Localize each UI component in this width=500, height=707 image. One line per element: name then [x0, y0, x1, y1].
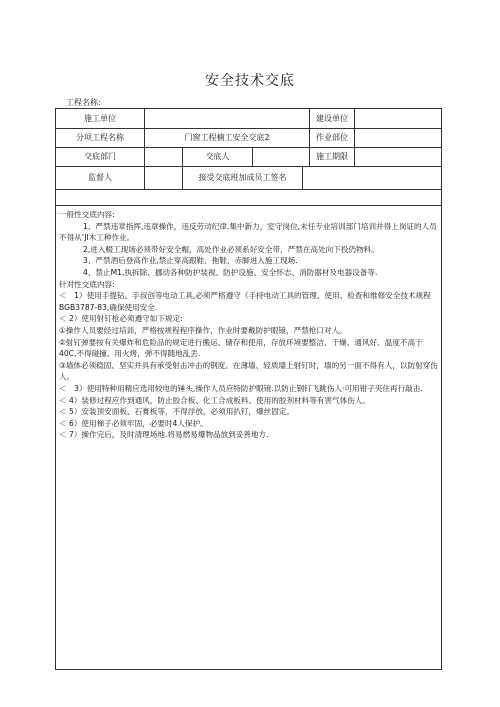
form-row-unit — [56, 109, 441, 129]
discloser-value — [252, 147, 309, 166]
general-item-1: 1、严禁违章指挥,违章操作，违反劳动纪律.集中新力，室守岗位,未任专业培训部门培训并得上岗证的人员不得从’JI木工种作业。 — [59, 221, 437, 243]
project-name-label: 工程名称: — [66, 98, 101, 107]
specific-item-7: ＜ 7）操作完后，及时清理场地.将易燃易爆物品放到妥善地方. — [59, 430, 269, 440]
discloser-label: 交底人 — [182, 147, 252, 166]
form-row-supervisor — [56, 166, 441, 190]
signature-value — [302, 166, 441, 189]
specific-item-3: ＜ 3）使用特种用精应选用较电的锤头,操作人员应特防护眼镜.以防止钢钉飞跳伤人·可用钳子夹住再行敲击. — [59, 383, 423, 393]
supervisor-label: 监督人 — [88, 173, 112, 182]
specific-item-5: ＜ 5）安装顶安面板、石膏板等，不得浮放，必须用扒钉，爆丝固定。 — [59, 407, 295, 417]
construction-unit-label: 施工单位 — [84, 114, 116, 123]
general-item-2: 2,进入輟工现场必须带好安全帽，高处作业必须系好安全带，严禁在高处向下投仍物料。 — [83, 244, 379, 254]
specific-item-2b: ②射钉弹要按有关爆炸和危险品的规定进行搬运、储存和使用，存放环境要整洁、干燥、通风好、温度不高于40C,不得碰撞、用火烤，弹不得随地乱丢. — [59, 337, 423, 359]
subproject-name-label: 分项工程名称 — [76, 133, 124, 142]
form-row-department — [56, 147, 441, 167]
specific-item-4: ＜ 4）装修过程应作到通风，防止胶合板、化工合成板料、使用的胶剂材料等有害气体伤人。 — [59, 395, 370, 405]
specific-item-2a: ①操作人员要经过培训，严格按规程程序操作，作业时要戴防护眼镜，严禁枪口对人。 — [59, 325, 347, 335]
department-label: 交底部门 — [84, 152, 116, 161]
form-row-spacer — [56, 189, 441, 206]
signature-label: 接受交底班加成员工签名 — [182, 166, 302, 189]
specific-item-2c: ③墙体必须稳固、坚实并具有承受射击冲击的钢度。在薄墙、轻质墙上射钉时，墙的另一面不得有人，以防射穿伤人。 — [59, 360, 438, 382]
work-area-value — [354, 128, 441, 147]
subproject-name-value: 门窗工程楠工安全交底2 — [144, 128, 309, 147]
general-item-3: 3、严禁酒后登高作业,禁止穿高跟鞋、拖鞋、赤脚进入施工现场. — [83, 256, 298, 266]
owner-unit-label: 建设单位 — [309, 109, 354, 128]
supervisor-value — [144, 166, 182, 189]
construction-unit-value — [144, 109, 309, 128]
general-item-4: 4、禁止M1,执拆除、挪动各种防护装视、防护设施、安全怀志、消防器材及电器设备等. — [83, 267, 378, 277]
specific-item-1: ＜ 1）使用手提钻、手叔创等电动工具,必须严格遵守《手持电动工具的管理、使用、检查和维修安全技术规程BGB3787-83,确保使用安全. — [59, 291, 431, 312]
specific-item-6: ＜ 6）使用梯子必须牢固，必要时4人保护。 — [59, 418, 208, 428]
disclosure-form — [55, 108, 442, 670]
specific-item-2: ＜ 2）使用射钉枪必须遵守如下规定: — [59, 314, 183, 324]
department-value — [144, 147, 182, 166]
page-title: 安全技术交底 — [205, 73, 295, 89]
construction-period-value — [354, 147, 441, 166]
work-area-label: 作业部位 — [309, 128, 354, 147]
disclosure-content — [59, 209, 439, 441]
specific-heading: 针对性交底内容: — [59, 279, 115, 289]
form-row-project — [56, 128, 441, 148]
owner-unit-value — [354, 109, 441, 128]
construction-period-label: 施工期限 — [309, 147, 354, 166]
general-heading: 一般性交底内容: — [59, 210, 115, 219]
